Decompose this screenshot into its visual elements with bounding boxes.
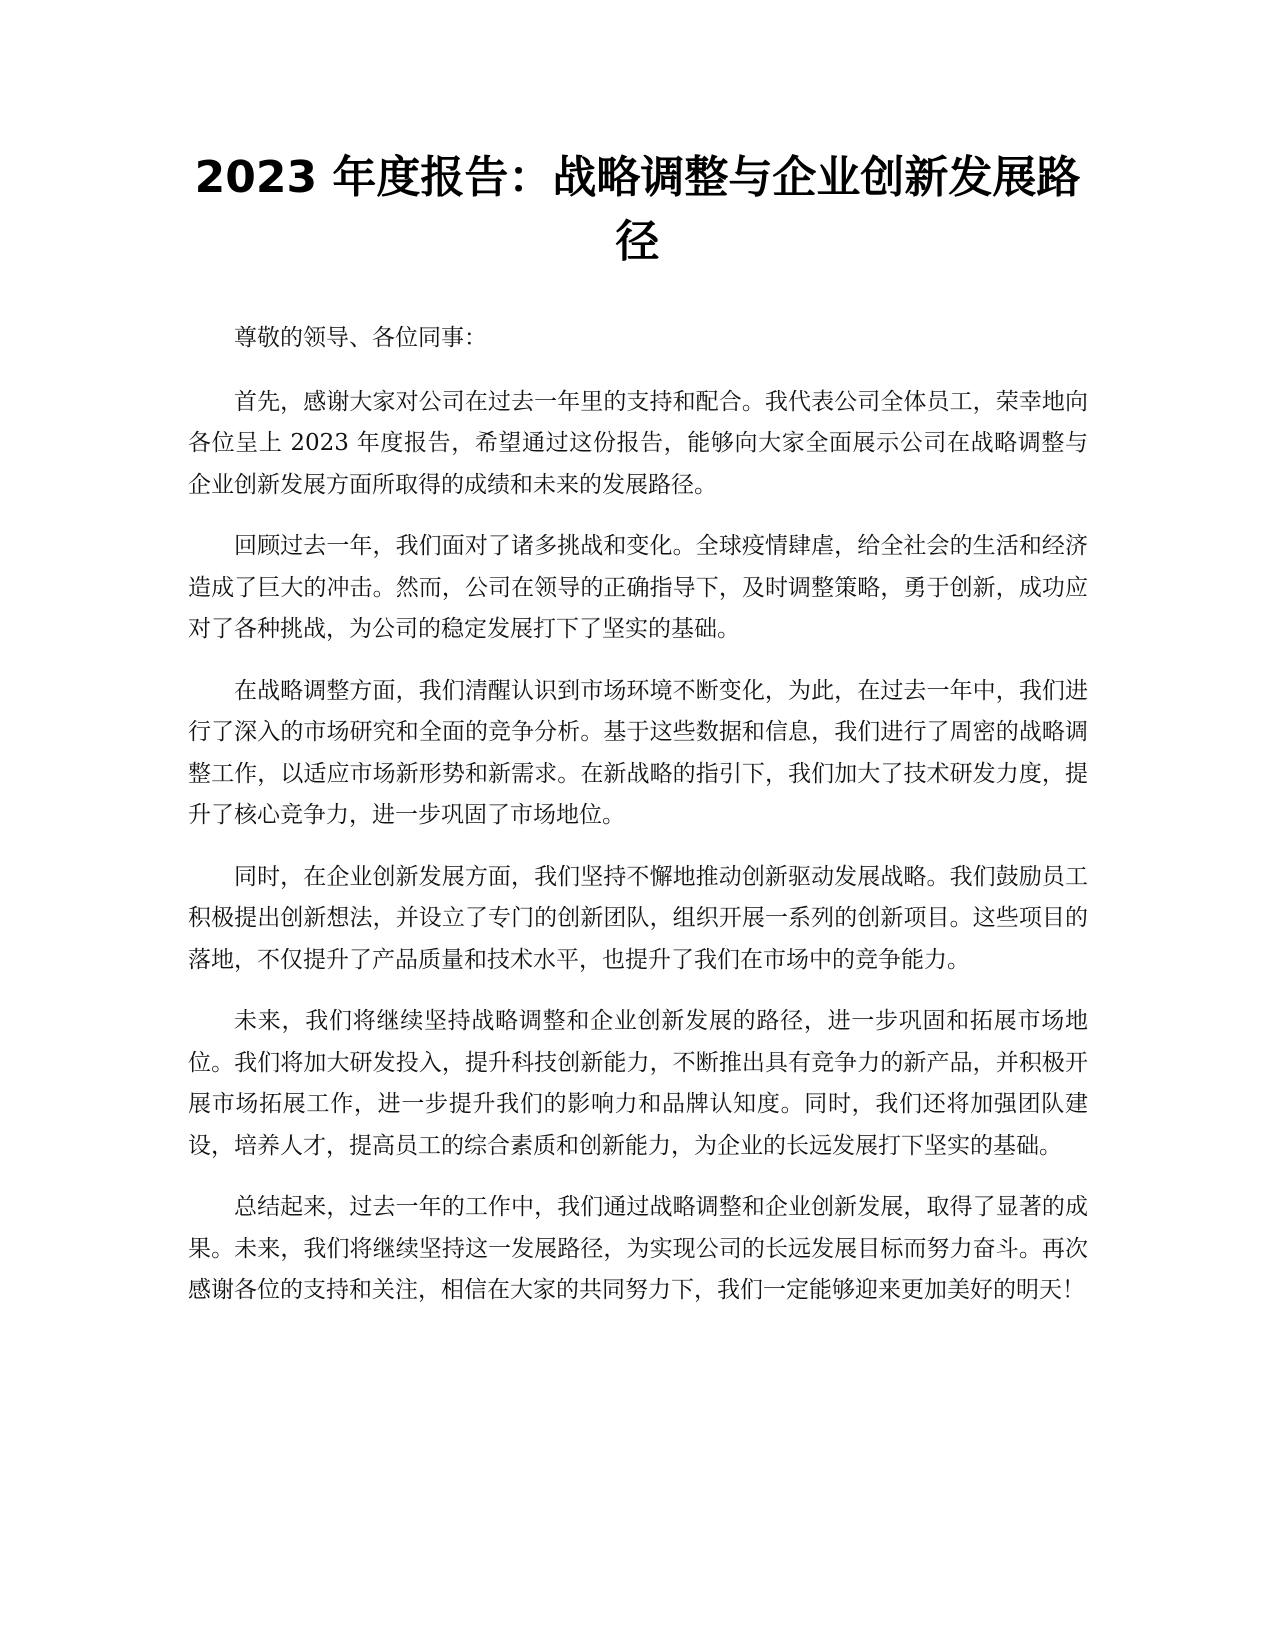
paragraph-6: 总结起来，过去一年的工作中，我们通过战略调整和企业创新发展，取得了显著的成果。未来，我们将继续坚持这一发展路径，为实现公司的长远发展目标而努力奋斗。再次感谢各位的支持和关注，相信在大家的共同努力下，我们一定能够迎来更加美好的明天！ bbox=[188, 1194, 1088, 1303]
paragraph-4: 同时，在企业创新发展方面，我们坚持不懈地推动创新驱动发展战略。我们鼓励员工积极提出创新想法，并设立了专门的创新团队，组织开展一系列的创新项目。这些项目的落地，不仅提升了产品质量和技术水平，也提升了我们在市场中的竞争能力。 bbox=[188, 863, 1088, 973]
salutation: 尊敬的领导、各位同事： bbox=[234, 325, 487, 351]
paragraph-2: 回顾过去一年，我们面对了诸多挑战和变化。全球疫情肆虐，给全社会的生活和经济造成了巨大的冲击。然而，公司在领导的正确指导下，及时调整策略，勇于创新，成功应对了各种挑战，为公司的稳定发展打下了坚实的基础。 bbox=[188, 533, 1088, 642]
document-body bbox=[188, 318, 1088, 1332]
document-title: 2023 年度报告：战略调整与企业创新发展路径 bbox=[194, 152, 1081, 267]
paragraph-1: 首先，感谢大家对公司在过去一年里的支持和配合。我代表公司全体员工，荣幸地向各位呈上 2023 年度报告，希望通过这份报告，能够向大家全面展示公司在战略调整与企业创新发展方面所取得的成绩和未来的发展路径。 bbox=[188, 388, 1088, 498]
paragraph-3: 在战略调整方面，我们清醒认识到市场环境不断变化，为此，在过去一年中，我们进行了深入的市场研究和全面的竞争分析。基于这些数据和信息，我们进行了周密的战略调整工作，以适应市场新形势和新需求。在新战略的指引下，我们加大了技术研发力度，提升了核心竞争力，进一步巩固了市场地位。 bbox=[188, 677, 1088, 828]
paragraph-5: 未来，我们将继续坚持战略调整和企业创新发展的路径，进一步巩固和拓展市场地位。我们将加大研发投入，提升科技创新能力，不断推出具有竞争力的新产品，并积极开展市场拓展工作，进一步提升我们的影响力和品牌认知度。同时，我们还将加强团队建设，培养人才，提高员工的综合素质和创新能力，为企业的长远发展打下坚实的基础。 bbox=[188, 1008, 1088, 1159]
